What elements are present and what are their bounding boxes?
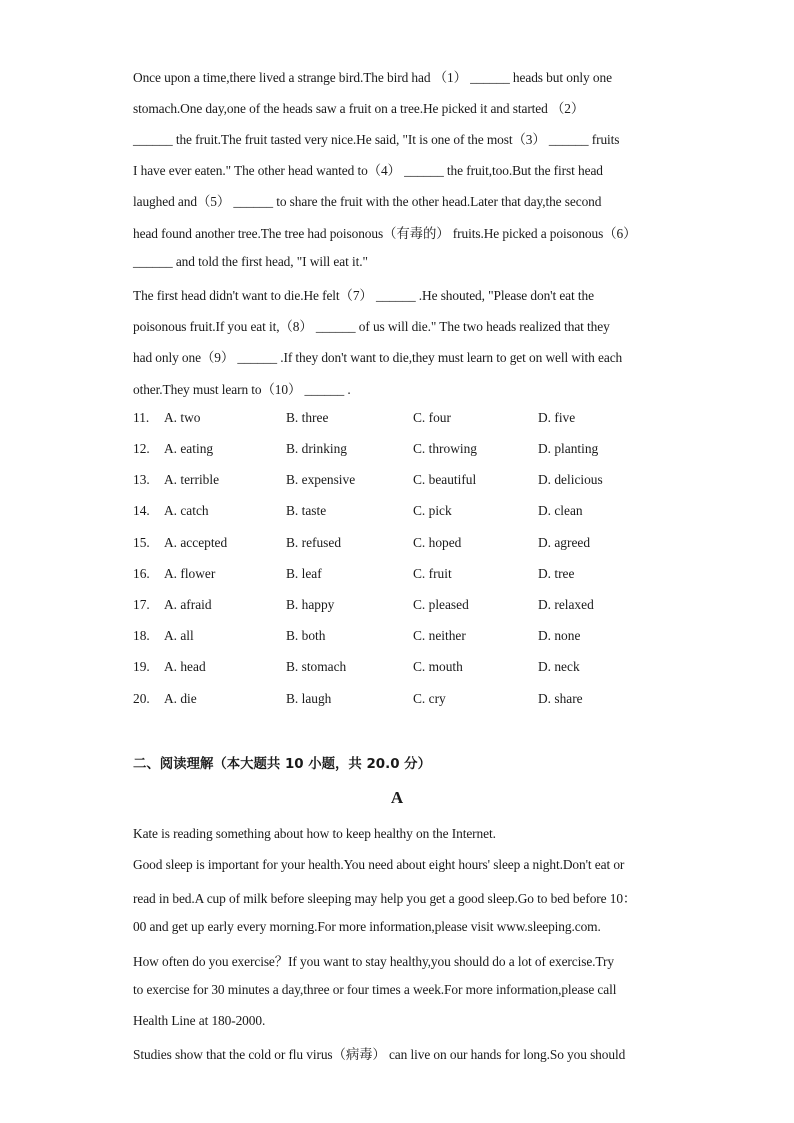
option-d: D. agreed [538,535,591,550]
option-d: D. delicious [538,472,603,487]
question-row [133,566,693,586]
question-number: 18. [133,628,150,643]
passage-line: laughed and（5） ______ to share the fruit with the other head.Later that day,the second [133,194,602,209]
option-d: D. five [538,410,576,425]
option-c: C. hoped [413,535,462,550]
passage-line: to exercise for 30 minutes a day,three or four times a week.For more information,please call [133,982,617,997]
passage-line: other.They must learn to（10） ______ . [133,382,351,397]
option-a: A. all [164,628,194,643]
option-c: C. neither [413,628,466,643]
question-row [133,597,693,617]
option-b: B. taste [286,503,327,518]
question-row [133,659,693,679]
option-b: B. both [286,628,326,643]
option-d: D. neck [538,659,580,674]
passage-line: Once upon a time,there lived a strange bird.The bird had （1） ______ heads but only one [133,70,612,85]
option-a: A. die [164,691,197,706]
option-a: A. head [164,659,206,674]
option-a: A. afraid [164,597,212,612]
option-b: B. leaf [286,566,322,581]
passage-line: Kate is reading something about how to keep healthy on the Internet. [133,826,496,841]
option-c: C. beautiful [413,472,477,487]
question-row [133,691,693,711]
passage-line: read in bed.A cup of milk before sleeping may help you get a good sleep.Go to bed before 10： [133,891,637,906]
question-row [133,472,693,492]
passage-line: had only one（9） ______ .If they don't want to die,they must learn to get on well with each [133,350,623,365]
option-a: A. terrible [164,472,220,487]
option-a: A. two [164,410,201,425]
question-number: 17. [133,597,150,612]
option-c: C. throwing [413,441,477,456]
option-d: D. none [538,628,581,643]
option-d: D. tree [538,566,575,581]
option-c: C. four [413,410,451,425]
question-row [133,410,693,430]
option-b: B. stomach [286,659,347,674]
option-c: C. pick [413,503,452,518]
question-number: 20. [133,691,150,706]
question-row [133,628,693,648]
question-number: 12. [133,441,150,456]
question-row [133,535,693,555]
option-a: A. accepted [164,535,228,550]
option-b: B. drinking [286,441,348,456]
passage-title: A [390,788,404,807]
option-c: C. fruit [413,566,452,581]
option-b: B. refused [286,535,342,550]
question-row [133,503,693,523]
option-b: B. laugh [286,691,332,706]
option-d: D. clean [538,503,583,518]
passage-line: poisonous fruit.If you eat it,（8） ______ of us will die." The two heads realized that they [133,319,610,334]
question-row [133,441,693,461]
passage-line: Health Line at 180-2000. [133,1013,266,1028]
section-heading: 二、阅读理解（本大题共 10 小题，共 20.0 分） [133,757,431,772]
option-d: D. relaxed [538,597,594,612]
passage-line: How often do you exercise？If you want to stay healthy,you should do a lot of exercise.Try [133,954,614,969]
option-b: B. expensive [286,472,356,487]
question-number: 14. [133,503,150,518]
passage-line: stomach.One day,one of the heads saw a fruit on a tree.He picked it and started （2） [133,101,585,116]
option-a: A. catch [164,503,209,518]
question-number: 16. [133,566,150,581]
passage-line: head found another tree.The tree had poisonous（有毒的） fruits.He picked a poisonous（6） [133,226,637,241]
option-c: C. mouth [413,659,463,674]
question-number: 11. [133,410,150,425]
option-a: A. eating [164,441,214,456]
question-number: 19. [133,659,150,674]
passage-line: Good sleep is important for your health.You need about eight hours' sleep a night.Don't eat or [133,857,625,872]
option-d: D. planting [538,441,599,456]
passage-line: 00 and get up early every morning.For more information,please visit www.sleeping.com. [133,919,601,934]
passage-line: ______ and told the first head, "I will eat it." [133,254,368,269]
passage-line: Studies show that the cold or flu virus（病毒） can live on our hands for long.So you should [133,1047,626,1062]
question-number: 13. [133,472,150,487]
option-b: B. happy [286,597,335,612]
question-number: 15. [133,535,150,550]
option-c: C. pleased [413,597,469,612]
option-c: C. cry [413,691,446,706]
option-b: B. three [286,410,329,425]
option-d: D. share [538,691,583,706]
passage-line: ______ the fruit.The fruit tasted very nice.He said, "It is one of the most（3） ______ fruits [133,132,620,147]
passage-line: I have ever eaten." The other head wanted to（4） ______ the fruit,too.But the first head [133,163,603,178]
option-a: A. flower [164,566,216,581]
passage-line: The first head didn't want to die.He felt（7） ______ .He shouted, "Please don't eat the [133,288,594,303]
